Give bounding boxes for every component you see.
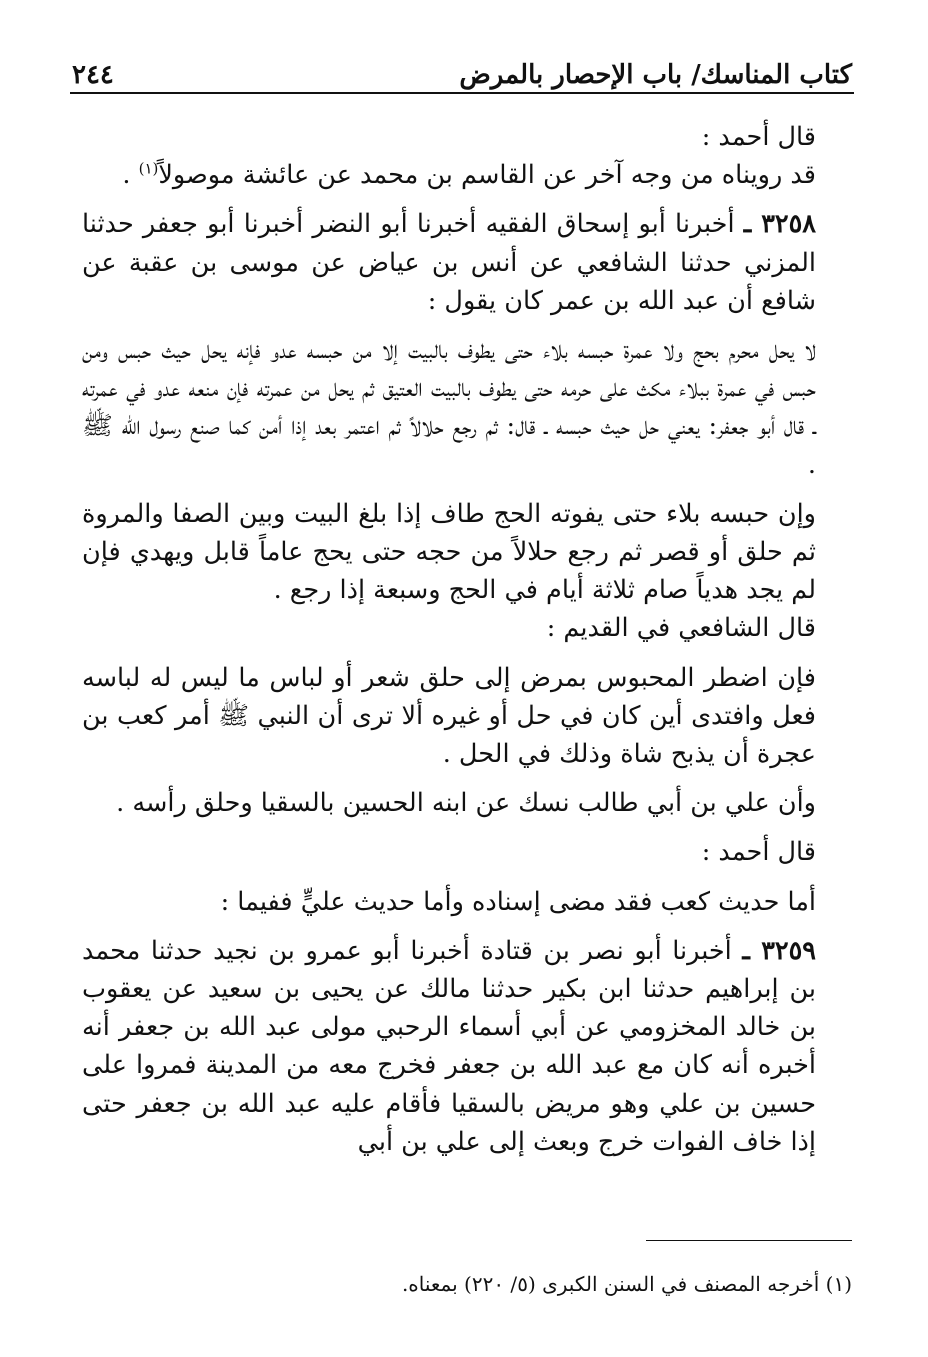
- page-header: [72, 44, 852, 90]
- paragraph: وإن حبسه بلاء حتى يفوته الحج طاف إذا بلغ البيت وبين الصفا والمروة ثم حلق أو قصر ثم رجع حلالاً من حجه حتى يحج عاماً قابل ويهدي فإن لم يجد هدياً صام ثلاثة أيام في الحج وسبعة إذا رجع .: [82, 498, 816, 606]
- hadith-paragraph: ٣٢٥٩ ـ أخبرنا أبو نصر بن قتادة أخبرنا أبو عمرو بن نجيد حدثنا محمد بن إبراهيم حدثنا ابن بكير حدثنا مالك عن يحيى بن سعيد عن يعقوب بن خالد المخزومي عن أبي أسماء الرحبي مولى عبد الله بن جعفر أنه أخبره أنه كان مع عبد الله بن جعفر فخرج معه من المدينة فمروا على حسين بن علي وهو مريض بالسقيا فأقام عليه عبد الله بن جعفر حتى إذا خاف الفوات خرج وبعث إلى علي بن أبي: [82, 935, 816, 1157]
- paragraph: قد رويناه من وجه آخر عن القاسم بن محمد عن عائشة موصولاً$^{(١)}$ .: [122, 159, 816, 191]
- hadith-paragraph: ٣٢٥٨ ـ أخبرنا أبو إسحاق الفقيه أخبرنا أبو النضر أخبرنا أبو جعفر حدثنا المزني حدثنا الشافعي عن أنس بن عياض عن موسى بن عقبة عن شافع أن عبد الله بن عمر كان يقول :: [82, 209, 816, 316]
- footnote-rule: [646, 1240, 852, 1241]
- paragraph: قال أحمد :: [701, 837, 816, 868]
- footnote: (١) أخرجه المصنف في السنن الكبرى (٥/ ٢٢٠) بمعناه.: [401, 1272, 852, 1296]
- paragraph: قال أحمد :: [701, 122, 816, 152]
- paragraph: فإن اضطر المحبوس بمرض إلى حلق شعر أو لباس ما ليس له لباسه فعل وافتدى أين كان في حل أو غيره ألا ترى أن النبي ﷺ أمر كعب بن عجرة أن يذبح شاة وذلك في الحل .: [82, 662, 816, 770]
- header-rule: [70, 92, 854, 94]
- running-title: كتاب المناسك/ باب الإحصار بالمرض: [459, 60, 852, 90]
- main-text: [82, 118, 852, 1161]
- paragraph: أما حديث كعب فقد مضى إسناده وأما حديث عليٍّ ففيما :: [220, 886, 816, 917]
- page-number: ٢٤٤: [72, 60, 114, 90]
- paragraph: وأن علي بن أبي طالب نسك عن ابنه الحسين بالسقيا وحلق رأسه .: [116, 788, 816, 819]
- paragraph: لا يحل محرم بحج ولا عمرة حبسه بلاء حتى يطوف بالبيت إلا من حبسه عدو فإنه يحل حيث حبس ومن حبس في عمرة ببلاء مكث على حرمه حتى يطوف بالبيت العتيق ثم يحل من عمرته فإن منعه عدو في عمرته ـ قال أبو جعفر: يعني حل حيث حبسه ـ قال: ثم رجع حلالاً ثم اعتمر بعد إذا أمن كما صنع رسول الله ﷺ .: [82, 335, 816, 480]
- paragraph: قال الشافعي في القديم :: [546, 613, 816, 644]
- hadith-number: ٣٢٥٨ ـ: [743, 209, 816, 240]
- hadith-number: ٣٢٥٩ ـ: [742, 935, 816, 966]
- footnote-reference: (١): [138, 159, 159, 178]
